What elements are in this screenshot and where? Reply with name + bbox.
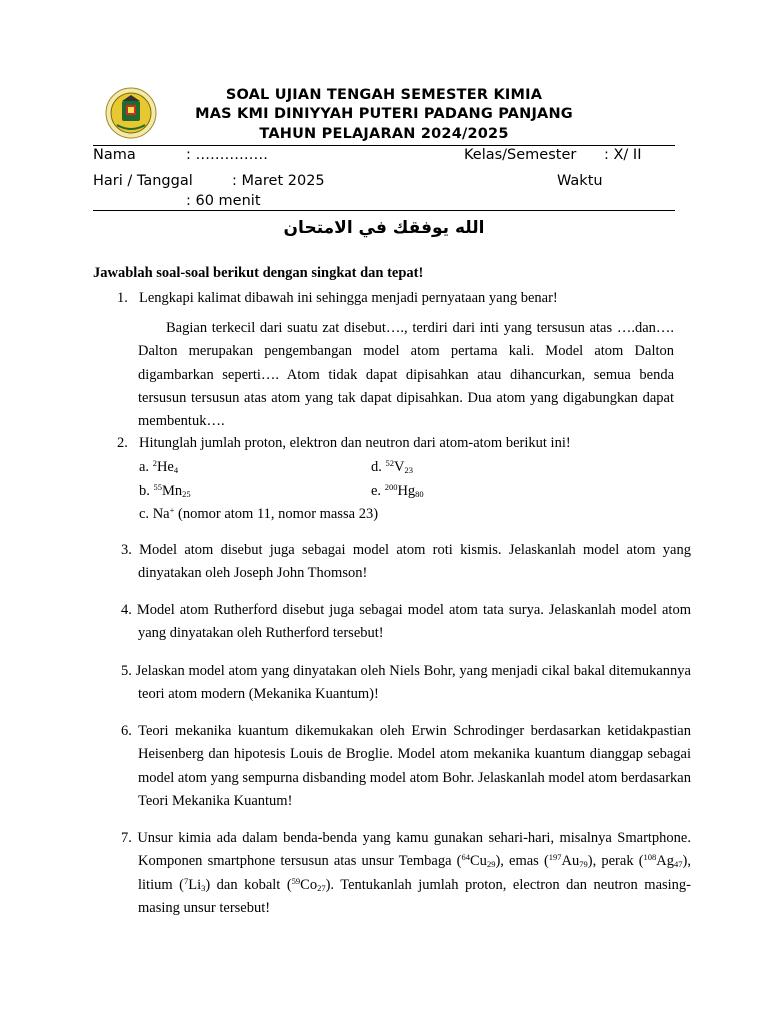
q1-paragraph: Bagian terkecil dari suatu zat disebut…., terdiri dari inti yang tersusun atas ….dan…. Dalton merupakan pengembangan model atom pertama kali. Model atom Dalton digambarkan seperti…. Atom tidak dapat dipisahkan atau dihancurkan, semua benda tersusun tersusun atas atom yang tak dapat dipisahkan. Dua atom yang digabungkan dapat membentuk…. (138, 320, 674, 430)
nama-label: Nama (93, 147, 136, 163)
hari-tanggal-value: : Maret 2025 (232, 173, 325, 189)
q7-text: 7. Unsur kimia ada dalam benda-benda yang kamu gunakan sehari-hari, misalnya Smartphone. Komponen smartphone tersusun atas unsur Tembaga $(^{64}Cu_{29})$, emas $(^{197}Au_{79})$, perak $(^{108}Ag_{47})$, litium $(^7Li_3)$ dan kobalt $(^{59}Co_{27})$. Tentukanlah jumlah proton, electron dan neutron masing-masing unsur tersebut! (121, 830, 691, 916)
q2-item-a: a. $^2He_4$ (139, 458, 179, 475)
instruction: Jawablah soal-soal berikut dengan singkat dan tepat! (93, 265, 424, 281)
arabic-prayer: الله يوفقك في الامتحان (283, 218, 485, 238)
waktu-label: Waktu (557, 173, 603, 189)
kelas-semester-value: : X/ II (604, 147, 642, 163)
q2-item-c: c. Na+ (nomor atom 11, nomor massa 23) (139, 505, 379, 522)
exam-title-line-3: TAHUN PELAJARAN 2024/2025 (259, 126, 509, 142)
waktu-value: : 60 menit (186, 193, 261, 209)
q2-number: 2. (117, 435, 128, 451)
q2-prompt: Hitunglah jumlah proton, elektron dan neutron dari atom-atom berikut ini! (139, 435, 571, 451)
exam-title-line-1: SOAL UJIAN TENGAH SEMESTER KIMIA (225, 87, 543, 103)
q4-text: 4. Model atom Rutherford disebut juga sebagai model atom tata surya. Jelaskanlah model atom yang dinyatakan oleh Rutherford tersebut! (121, 602, 691, 642)
kelas-semester-label: Kelas/Semester (464, 147, 577, 163)
hari-tanggal-label: Hari / Tanggal (93, 173, 193, 189)
nama-value: : …………… (186, 147, 268, 163)
exam-title-line-2: MAS KMI DINIYYAH PUTERI PADANG PANJANG (195, 106, 573, 122)
q5-text: 5. Jelaskan model atom yang dinyatakan oleh Niels Bohr, yang menjadi cikal bakal ditemukannya teori atom modern (Mekanika Kuantum)! (121, 663, 691, 703)
q6-text: 6. Teori mekanika kuantum dikemukakan oleh Erwin Schrodinger berdasarkan ketidakpastian Heisenberg dan hipotesis Louis de Broglie. Model atom mekanika kuantum dianggap sebagai model atom yang sempurna disbanding model atom Bohr. Jelaskanlah model atom berdasarkan Teori Mekanika Kuantum! (121, 723, 691, 809)
q2-item-b: b. $^{55}Mn_{25}$ (139, 482, 191, 499)
q2-item-e: e. $^{200}Hg_{80}$ (371, 482, 424, 499)
q1-prompt: Lengkapi kalimat dibawah ini sehingga menjadi pernyataan yang benar! (139, 290, 558, 306)
q2-item-d: d. $^{52}V_{23}$ (371, 458, 413, 475)
header-divider-bottom (93, 210, 675, 211)
header-divider-top (93, 145, 675, 146)
q3-text: 3. Model atom disebut juga sebagai model atom roti kismis. Jelaskanlah model atom yang dinyatakan oleh Joseph John Thomson! (121, 542, 691, 582)
q1-number: 1. (117, 290, 128, 306)
